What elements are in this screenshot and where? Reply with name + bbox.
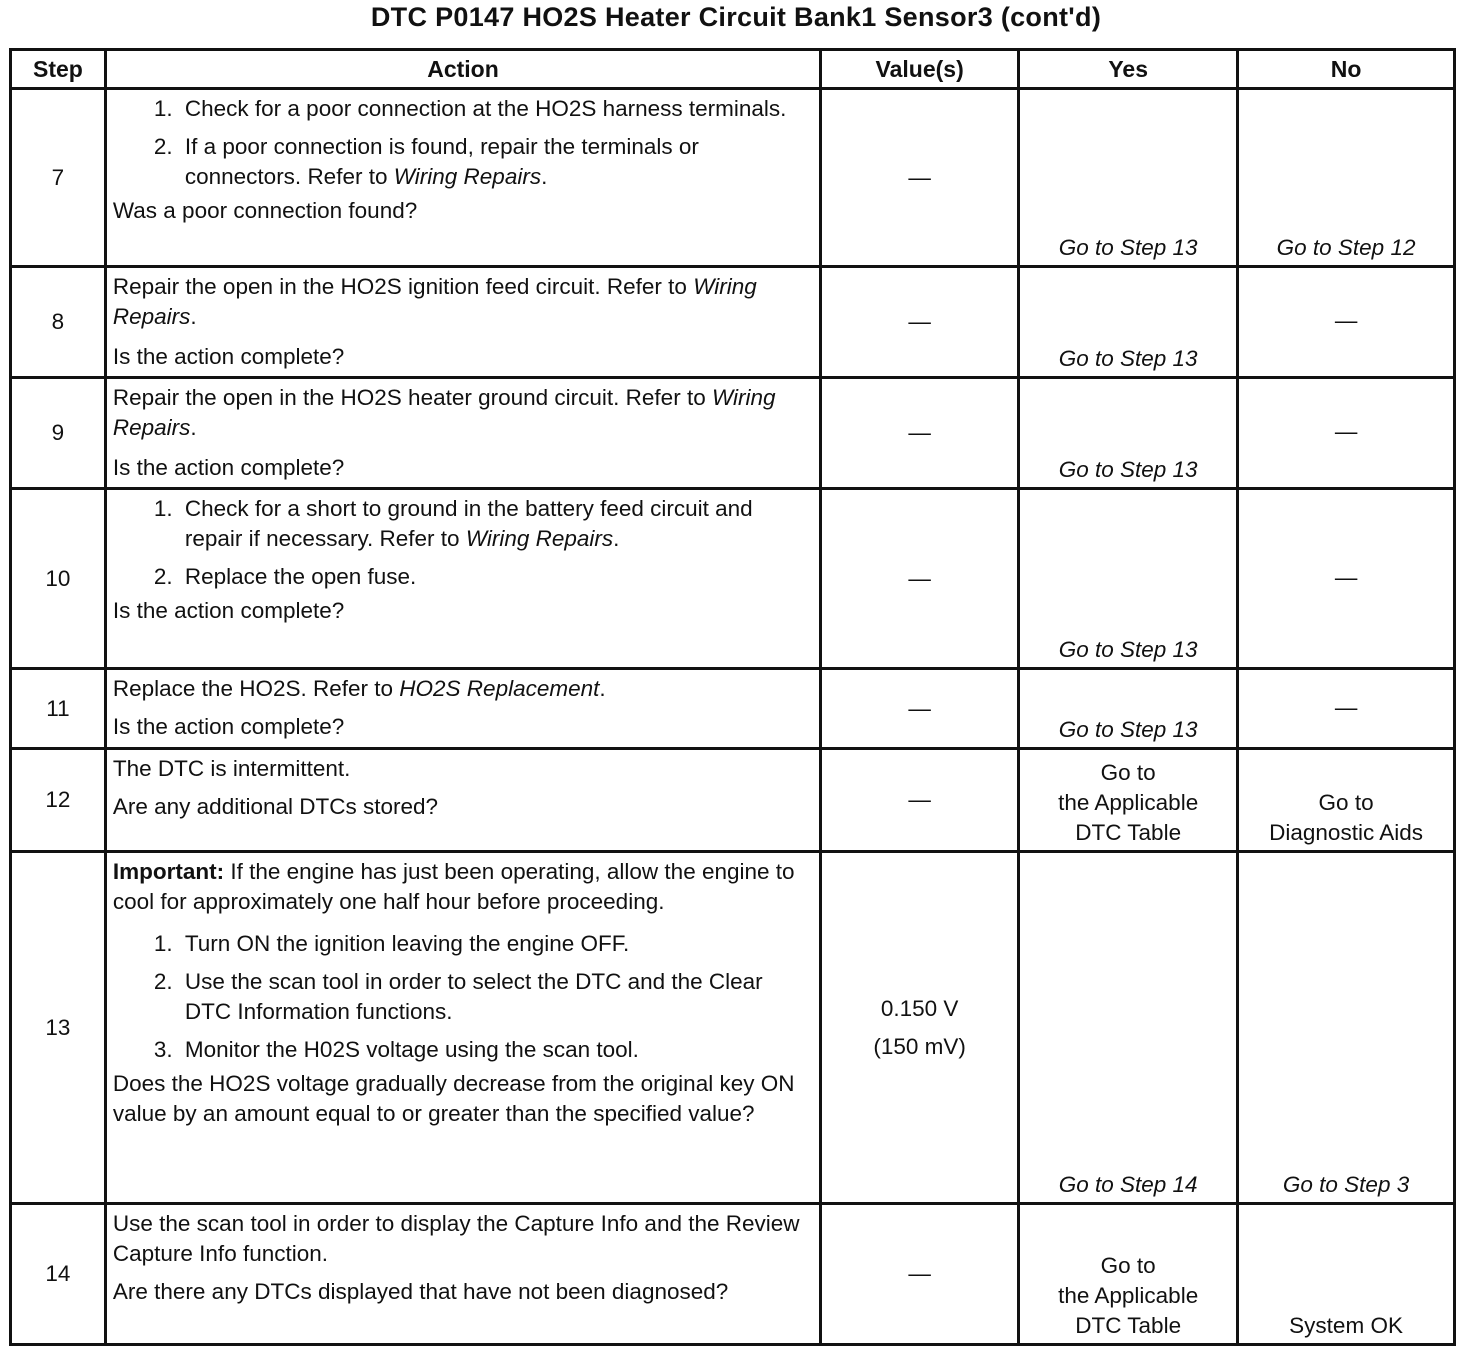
action-item: 1. Turn ON the ignition leaving the engine OFF. — [179, 929, 813, 959]
table-row-step-7 — [11, 89, 1455, 267]
question-text: Are any additional DTCs stored? — [112, 794, 439, 819]
action-item: 3. Monitor the H02S voltage using the scan tool. — [179, 1035, 813, 1065]
question-text: Does the HO2S voltage gradually decrease from the original key ON value by an amount equal to or greater than the specified value? — [112, 1071, 795, 1126]
value-cell: — — [821, 267, 1019, 378]
no-cell: — — [1238, 489, 1455, 669]
question-text: Are there any DTCs displayed that have not been diagnosed? — [112, 1279, 729, 1304]
action-cell — [105, 378, 820, 489]
important-note: Important: If the engine has just been operating, allow the engine to cool for approximately one half hour before proceeding. — [112, 859, 795, 914]
yes-cell: Go to the Applicable DTC Table — [1019, 749, 1238, 852]
question-text: Was a poor connection found? — [112, 198, 418, 223]
no-cell: — — [1238, 669, 1455, 749]
reference-link: Wiring Repairs — [393, 164, 542, 189]
question-text: Is the action complete? — [112, 598, 345, 623]
action-item: 2. Use the scan tool in order to select the DTC and the Clear DTC Information functions. — [179, 967, 813, 1027]
yes-cell: Go to Step 13 — [1019, 489, 1238, 669]
diagnostic-table — [9, 48, 1456, 1346]
header-values: Value(s) — [821, 50, 1019, 89]
question-text: Is the action complete? — [112, 344, 345, 369]
value-cell: — — [821, 749, 1019, 852]
value-cell: 0.150 V (150 mV) — [821, 852, 1019, 1204]
reference-link: Wiring Repairs — [112, 274, 757, 329]
yes-cell: Go to Step 13 — [1019, 669, 1238, 749]
yes-cell: Go to Step 13 — [1019, 89, 1238, 267]
table-row-step-13 — [11, 852, 1455, 1204]
no-cell: Go to Diagnostic Aids — [1238, 749, 1455, 852]
action-item: 2. Replace the open fuse. — [179, 562, 813, 592]
no-cell: System OK — [1238, 1204, 1455, 1345]
action-cell — [105, 267, 820, 378]
step-number: 12 — [11, 749, 106, 852]
important-label: Important: — [112, 859, 225, 884]
no-cell: — — [1238, 378, 1455, 489]
step-number: 9 — [11, 378, 106, 489]
step-number: 7 — [11, 89, 106, 267]
yes-cell: Go to the Applicable DTC Table — [1019, 1204, 1238, 1345]
no-cell: Go to Step 12 — [1238, 89, 1455, 267]
header-row — [11, 50, 1455, 89]
header-action: Action — [105, 50, 820, 89]
value-cell: — — [821, 489, 1019, 669]
reference-link: Wiring Repairs — [112, 385, 776, 440]
action-cell — [105, 669, 820, 749]
step-number: 8 — [11, 267, 106, 378]
action-text: Repair the open in the HO2S heater ground circuit. Refer to Wiring Repairs. — [112, 385, 776, 440]
step-number: 13 — [11, 852, 106, 1204]
table-row-step-11 — [11, 669, 1455, 749]
reference-link: HO2S Replacement — [399, 676, 600, 701]
step-number: 11 — [11, 669, 106, 749]
yes-cell: Go to Step 14 — [1019, 852, 1238, 1204]
action-text: Use the scan tool in order to display the Capture Info and the Review Capture Info function. — [112, 1211, 800, 1266]
yes-cell: Go to Step 13 — [1019, 378, 1238, 489]
action-cell — [105, 749, 820, 852]
table-row-step-12 — [11, 749, 1455, 852]
action-cell — [105, 852, 820, 1204]
action-text: Repair the open in the HO2S ignition feed circuit. Refer to Wiring Repairs. — [112, 274, 757, 329]
reference-link: Wiring Repairs — [465, 526, 614, 551]
action-cell — [105, 489, 820, 669]
yes-cell: Go to Step 13 — [1019, 267, 1238, 378]
value-cell: — — [821, 1204, 1019, 1345]
action-cell — [105, 89, 820, 267]
step-number: 10 — [11, 489, 106, 669]
action-item: 1. Check for a poor connection at the HO2S harness terminals. — [179, 94, 813, 124]
value-cell: — — [821, 89, 1019, 267]
no-cell: — — [1238, 267, 1455, 378]
action-item: 2. If a poor connection is found, repair the terminals or connectors. Refer to Wiring Repairs. — [179, 132, 813, 192]
table-row-step-9 — [11, 378, 1455, 489]
table-row-step-10 — [11, 489, 1455, 669]
table-row-step-8 — [11, 267, 1455, 378]
action-text: Replace the HO2S. Refer to HO2S Replacement. — [112, 676, 606, 701]
value-cell: — — [821, 378, 1019, 489]
no-cell: Go to Step 3 — [1238, 852, 1455, 1204]
header-step: Step — [11, 50, 106, 89]
step-number: 14 — [11, 1204, 106, 1345]
action-cell — [105, 1204, 820, 1345]
header-yes: Yes — [1019, 50, 1238, 89]
question-text: Is the action complete? — [112, 714, 345, 739]
action-item: 1. Check for a short to ground in the battery feed circuit and repair if necessary. Refer to Wiring Repairs. — [179, 494, 813, 554]
action-text: The DTC is intermittent. — [112, 756, 351, 781]
page-title: DTC P0147 HO2S Heater Circuit Bank1 Sensor3 (cont'd) — [370, 2, 1102, 32]
value-cell: — — [821, 669, 1019, 749]
header-no: No — [1238, 50, 1455, 89]
table-row-step-14 — [11, 1204, 1455, 1345]
question-text: Is the action complete? — [112, 455, 345, 480]
